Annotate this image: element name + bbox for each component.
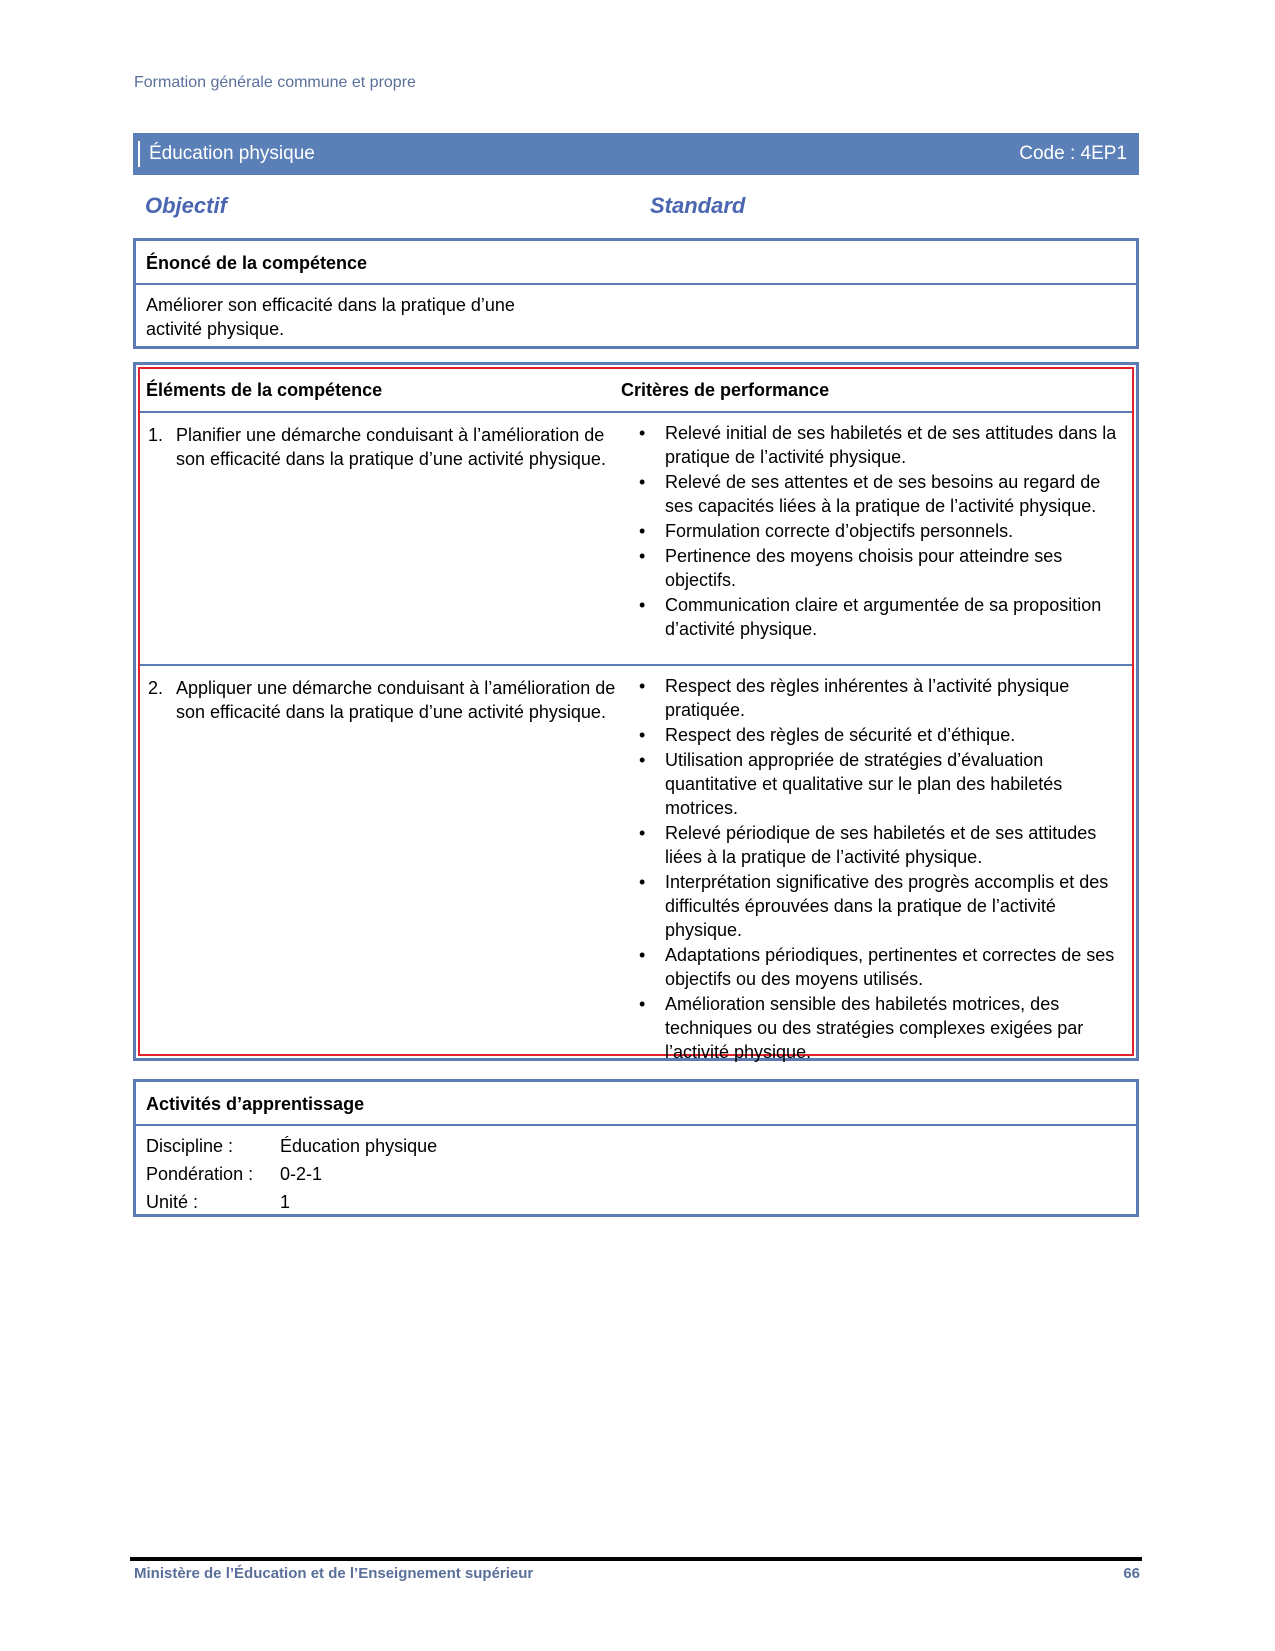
element-description <box>148 423 618 471</box>
criteria-item <box>637 723 1117 747</box>
standard-label: Standard <box>650 193 746 218</box>
elements-header-row <box>140 369 1132 413</box>
element-text: Planifier une démarche conduisant à l’amélioration de son efficacité dans la pratique d’une activité physique. <box>176 425 606 469</box>
elements-table-inner <box>138 367 1134 1062</box>
bullet-icon: • <box>639 823 646 843</box>
criteria-text: Communication claire et argumentée de sa proposition d’activité physique. <box>665 595 1102 639</box>
criteria-text: Pertinence des moyens choisis pour atteindre ses objectifs. <box>665 546 1063 590</box>
ponderation-label: Pondération : <box>146 1164 254 1184</box>
criteria-item <box>637 943 1117 991</box>
element-row <box>140 666 1132 1064</box>
unite-row <box>146 1188 1126 1216</box>
criteria-item <box>637 544 1117 592</box>
element-description <box>148 676 618 724</box>
unite-value: 1 <box>280 1192 291 1212</box>
enonce-line: activité physique. <box>146 319 285 339</box>
page-number: 66 <box>1123 1565 1140 1582</box>
criteria-text: Utilisation appropriée de stratégies d’évaluation quantitative et qualitative sur le plan des habiletés motrices. <box>665 750 1063 818</box>
bullet-icon: • <box>639 750 646 770</box>
course-title-bar <box>133 133 1139 175</box>
bullet-icon: • <box>639 595 646 615</box>
bullet-icon: • <box>639 546 646 566</box>
criteria-item <box>637 421 1117 469</box>
criteria-text: Adaptations périodiques, pertinentes et correctes de ses objectifs ou des moyens utilisés. <box>665 945 1115 989</box>
bullet-icon: • <box>639 521 646 541</box>
criteria-text: Relevé de ses attentes et de ses besoins au regard de ses capacités liées à la pratique de l’activité physique. <box>665 472 1101 516</box>
criteria-text: Relevé initial de ses habiletés et de ses attitudes dans la pratique de l’activité physique. <box>665 423 1117 467</box>
criteria-item <box>637 593 1117 641</box>
criteria-item <box>637 519 1117 543</box>
criteria-heading: Critères de performance <box>621 380 830 400</box>
enonce-heading: Énoncé de la compétence <box>136 241 1136 285</box>
element-number: 2. <box>148 678 164 698</box>
criteria-text: Relevé périodique de ses habiletés et de ses attitudes liées à la pratique de l’activité physique. <box>665 823 1097 867</box>
course-code: Code : 4EP1 <box>1019 143 1127 164</box>
footer-ministry: Ministère de l’Éducation et de l’Enseignement supérieur <box>134 1565 534 1582</box>
element-text: Appliquer une démarche conduisant à l’amélioration de son efficacité dans la pratique d’une activité physique. <box>176 678 616 722</box>
criteria-item <box>637 674 1117 722</box>
criteria-list <box>637 674 1117 1065</box>
criteria-item <box>637 870 1117 942</box>
discipline-label: Discipline : <box>146 1136 234 1156</box>
criteria-text: Interprétation significative des progrès accomplis et des difficultés éprouvées dans la pratique de l’activité physique. <box>665 872 1109 940</box>
bullet-icon: • <box>639 872 646 892</box>
elements-heading: Éléments de la compétence <box>146 380 383 400</box>
criteria-text: Formulation correcte d’objectifs personnels. <box>665 521 1014 541</box>
title-bar-rule <box>138 141 140 167</box>
ponderation-row <box>146 1160 1126 1188</box>
enonce-line: Améliorer son efficacité dans la pratique d’une <box>146 295 515 315</box>
running-head: Formation générale commune et propre <box>134 74 416 91</box>
bullet-icon: • <box>639 472 646 492</box>
criteria-item <box>637 992 1117 1064</box>
bullet-icon: • <box>639 994 646 1014</box>
criteria-text: Respect des règles de sécurité et d’éthique. <box>665 725 1016 745</box>
activites-body <box>136 1126 1136 1222</box>
objectif-row <box>145 193 765 219</box>
elements-table <box>133 362 1139 1061</box>
activites-heading: Activités d’apprentissage <box>136 1082 1136 1126</box>
course-title: Éducation physique <box>149 143 315 164</box>
enonce-body <box>136 285 1136 349</box>
objectif-label: Objectif <box>145 193 227 218</box>
discipline-row <box>146 1132 1126 1160</box>
page-footer <box>134 1565 1140 1582</box>
bullet-icon: • <box>639 676 646 696</box>
criteria-item <box>637 470 1117 518</box>
bullet-icon: • <box>639 423 646 443</box>
bullet-icon: • <box>639 725 646 745</box>
bullet-icon: • <box>639 945 646 965</box>
ponderation-value: 0-2-1 <box>280 1164 323 1184</box>
element-number: 1. <box>148 425 164 445</box>
enonce-box <box>133 238 1139 349</box>
footer-rule <box>130 1557 1142 1561</box>
element-row <box>140 413 1132 666</box>
criteria-text: Respect des règles inhérentes à l’activité physique pratiquée. <box>665 676 1070 720</box>
discipline-value: Éducation physique <box>280 1136 438 1156</box>
criteria-list <box>637 421 1117 642</box>
criteria-item <box>637 748 1117 820</box>
criteria-text: Amélioration sensible des habiletés motrices, des techniques ou des stratégies complexes exigées par l’activité physique. <box>665 994 1084 1062</box>
criteria-item <box>637 821 1117 869</box>
unite-label: Unité : <box>146 1192 199 1212</box>
activites-box <box>133 1079 1139 1217</box>
